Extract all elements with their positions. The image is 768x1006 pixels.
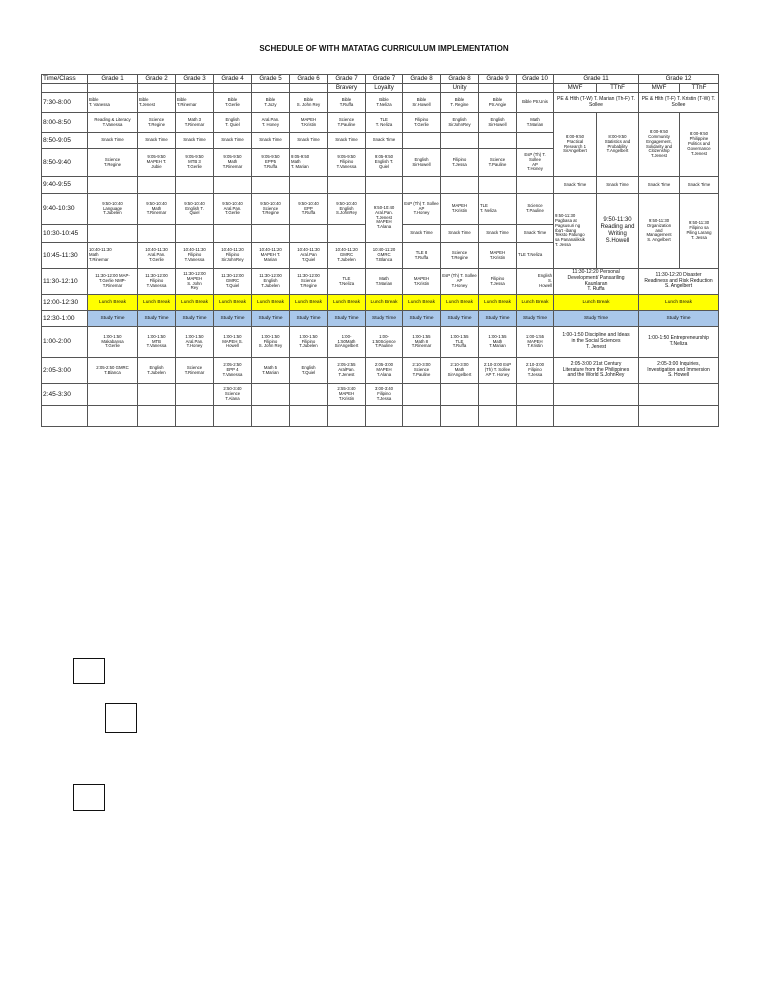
class-cell: 8:00-9:50 Philippine Politics and Governance T.Jenest [680,113,719,177]
lunch-cell: Lunch Break [138,295,176,311]
empty-cell [214,406,252,427]
empty-cell [88,406,138,427]
lunch-cell: Lunch Break [290,295,328,311]
schedule-row [42,384,719,406]
empty-cell [176,177,214,194]
lunch-cell: Lunch Break [176,295,214,311]
class-cell: PE & Hlth (T-F) T. Kristin (T-W) T. Sollee [639,93,719,113]
empty-cell [441,384,479,406]
schedule-row [42,358,719,384]
class-cell: 2:10-3:00 Filipino T.Jessa [517,358,554,384]
empty-cell [517,177,554,194]
lunch-cell: Lunch Break [517,295,554,311]
class-cell: 2:05-2:50 EPP 4 T.Vanessa [214,358,252,384]
class-cell: Snack Time [680,177,719,194]
section-name: Unity [441,84,479,93]
class-cell: 1:00-1:50 Makabansa T.Gerlie [88,327,138,358]
class-cell: Snack Time [290,133,328,149]
time-slot: 12:30-1:00 [42,311,88,327]
class-cell: Bible T.Ruffa [328,93,366,113]
class-cell: 9:05-9:50 Math T.Rinemar [214,149,252,177]
empty-cell [290,84,328,93]
empty-cell [554,384,639,406]
study-cell: Study Time [252,311,290,327]
class-cell: 1:00-1:55 TLE T.Ruffa [441,327,479,358]
lunch-row [42,295,719,311]
time-slot: 8:50-9:05 [42,133,88,149]
time-slot: 10:30-10:45 [42,225,88,243]
class-cell: 9:05-9:50 Math T. Marian [290,149,328,177]
empty-cell [214,84,252,93]
class-cell: 1:00-1:50 Aral.Pan. T.Honey [176,327,214,358]
empty-box [73,784,105,811]
grade-header: Grade 7 [328,75,366,84]
class-cell: Science T.Regine [441,243,479,269]
subheader-row [42,84,719,93]
class-cell: Snack Time [597,177,639,194]
empty-cell [290,384,328,406]
class-cell: 9:05-9:50 MAPEH T. Jubie [138,149,176,177]
class-cell: 9:50-10:40 EPP T.Ruffa [290,194,328,225]
class-cell: 8:00-9:50 Practical Research 1 SirAngelbert [554,113,597,177]
empty-cell [88,177,138,194]
class-cell: English SirHowell [479,113,517,133]
empty-cell [214,177,252,194]
class-cell: 10:40-11:30 Aral.Pan T.Quiel [290,243,328,269]
class-cell: Math 5 T.Marian [252,358,290,384]
class-cell: English T. Quiel [214,113,252,133]
class-cell: Snack Time [479,225,517,243]
time-slot: 8:50-9:40 [42,149,88,177]
class-cell: 2:05-3:00 MAPEH T.Alana [366,358,403,384]
empty-cell [479,384,517,406]
class-cell: 1:00-1:55 Math T.Marian [479,327,517,358]
class-cell: 9:50-10:40 English T. Quiel [176,194,214,225]
class-cell: 9:50-11:30 Filipino sa Piling Larang T. Jessa [680,194,719,269]
day-header: MWF [639,84,680,93]
study-cell: Study Time [366,311,403,327]
time-slot: 2:05-3:00 [42,358,88,384]
class-cell: Science T.Pauline [517,194,554,225]
class-cell: English SirHowell [403,149,441,177]
class-cell: MAPEH T.Kristin [479,243,517,269]
class-cell: 11:30-12:00 Filipino T.Vanessa [138,269,176,295]
study-cell: Study Time [328,311,366,327]
study-cell: Study Time [88,311,138,327]
class-cell: PE & Hlth (T-W) T. Marian (Th-F) T. Sollee [554,93,639,113]
class-cell: 2:55-3:40 MAPEH T.Kristin [328,384,366,406]
page-title: SCHEDULE OF WITH MATATAG CURRICULUM IMPLEMENTATION [259,44,509,53]
class-cell [366,194,403,243]
class-cell: 9:05-9:50 EPP5 T.Ruffa [252,149,290,177]
class-cell: 2:05-2:50 GMRC T.Blanca [88,358,138,384]
time-slot: 11:30-12:10 [42,269,88,295]
class-cell: Filipino T.Gerlie [403,113,441,133]
section-name: Loyalty [366,84,403,93]
class-cell: 11:30-12:20 Personal Development/ Pansariling Kaunlaran T. Ruffa [554,269,639,295]
empty-cell [403,177,441,194]
grade-header: Grade 5 [252,75,290,84]
empty-cell [290,406,328,427]
empty-cell [479,133,517,149]
grade-header: Grade 6 [290,75,328,84]
class-cell: Snack Time [554,177,597,194]
class-text: MAPEH T.Alana [376,219,392,230]
grade-header: Grade 4 [214,75,252,84]
class-cell: 1:00-1:50 MAPEH S. Howell [214,327,252,358]
empty-cell [138,384,176,406]
lunch-cell: Lunch Break [554,295,639,311]
class-cell: Bible T. Vanessa [88,93,138,113]
class-cell: Snack Time [403,225,441,243]
class-cell: Bible T.Jozy [252,93,290,113]
class-cell: Math T.Marian [517,113,554,133]
grade-header: Grade 12 [639,75,719,84]
class-cell: 2:10-3:00 Math SirAngelbert [441,358,479,384]
grade-header: Grade 2 [138,75,176,84]
class-cell: TLE 8 T.Ruffa [403,243,441,269]
class-cell: 9:50-10:40 English S.JohnRey [328,194,366,225]
empty-cell [328,177,366,194]
grade-header: Grade 8 [441,75,479,84]
lunch-cell: Lunch Break [328,295,366,311]
lunch-cell: Lunch Break [366,295,403,311]
grade-header: Grade 1 [88,75,138,84]
grade-header: Grade 7 [366,75,403,84]
time-slot: 9:40-10:30 [42,194,88,225]
empty-cell [214,225,252,243]
empty-cell [138,177,176,194]
study-cell: Study Time [441,311,479,327]
empty-cell [176,406,214,427]
study-cell: Study Time [290,311,328,327]
time-slot: 7:30-8:00 [42,93,88,113]
class-cell: 9:50-10:40 Language T.Jubelen [88,194,138,225]
day-header: TThF [680,84,719,93]
class-cell: 10:40-11:20 GMRC T.Jubelen [328,243,366,269]
study-cell: Study Time [479,311,517,327]
empty-cell [138,84,176,93]
lunch-cell: Lunch Break [639,295,719,311]
class-cell: TLE T. Neliza [479,194,517,225]
class-cell: Bible S. John Rey [290,93,328,113]
class-cell: English S. Howell [517,269,554,295]
empty-cell [517,133,554,149]
class-cell: 9:05-9:50 MTB 3 T.Gerlie [176,149,214,177]
class-cell: 3:00-3:40 Filipino T.Jessa [366,384,403,406]
empty-cell [252,406,290,427]
class-cell: EsP (Th) T. Sollee AP T.Honey [441,269,479,295]
class-cell: 1:00- 1:50Science T.Pauline [366,327,403,358]
lunch-cell: Lunch Break [88,295,138,311]
class-cell: 9:05-9:50 English T. Quiel [366,149,403,177]
schedule-table [41,74,719,427]
empty-cell [517,406,554,427]
class-cell: 9:50-10:40 Aral.Pan. T.Gerlie [214,194,252,225]
empty-cell [290,177,328,194]
class-cell: 10:40-11:20 MAPEH T. Marian [252,243,290,269]
class-cell: English T.Jubelen [138,358,176,384]
class-cell: Science T.Pauline [479,149,517,177]
study-cell: Study Time [554,311,639,327]
class-cell: Reading & Literacy T.Vanessa [88,113,138,133]
class-cell: 10:40-11:30 Filipino T.Vanessa [176,243,214,269]
class-cell: TLE T.Neliza [328,269,366,295]
empty-cell [88,225,138,243]
grade-header: Grade 11 [554,75,639,84]
class-cell: 9:05-9:50 Filipino T.Vanessa [328,149,366,177]
empty-cell [252,225,290,243]
class-cell: Filipino T.Jessa [441,149,479,177]
schedule-row [42,194,719,225]
class-cell: Bible Ptr.Angie [479,93,517,113]
empty-cell [366,406,403,427]
class-cell: Science T.Rinemar [176,358,214,384]
class-cell: TLE T. Neliza [366,113,403,133]
class-cell: MAPEH T.Kristin [403,269,441,295]
grade-header: Grade 3 [176,75,214,84]
class-cell: Bible Ptr.Unis [517,93,554,113]
class-cell: Bible T. Regine [441,93,479,113]
lunch-cell: Lunch Break [214,295,252,311]
class-cell: English SirJohnRey [441,113,479,133]
day-header: MWF [554,84,597,93]
empty-cell [42,406,88,427]
study-cell: Study Time [403,311,441,327]
class-cell: Snack Time [138,133,176,149]
class-cell: 1:00- 1:50Math SirAngelbert [328,327,366,358]
class-cell: 2:05-2:55 AralPan. T.Jenest [328,358,366,384]
class-cell: Filipino T.Jessa [479,269,517,295]
study-cell: Study Time [138,311,176,327]
class-cell: 2:50-3:40 Science T.Alana [214,384,252,406]
class-cell: Aral.Pan. T. Honey [252,113,290,133]
class-cell: 8:00-9:50 Statistics and Probability T.Angelbert [597,113,639,177]
time-slot: 12:00-12:30 [42,295,88,311]
class-cell: Snack Time [517,225,554,243]
class-cell: 11:30-12:20 Disaster Readiness and Risk Reduction S. Angelbert [639,269,719,295]
class-cell: Bible T.Neliza [366,93,403,113]
class-cell: 1:00-1:50 Entrepreneurship T.Neliza [639,327,719,358]
empty-cell [88,384,138,406]
class-cell: TLE T.Neliza [517,243,554,269]
schedule-row [42,269,719,295]
lunch-cell: Lunch Break [403,295,441,311]
class-cell: 10:40-11:30 Math T.Rinemar [88,243,138,269]
lunch-cell: Lunch Break [252,295,290,311]
class-cell: 1:00-1:55 Math 8 T.Rinemar [403,327,441,358]
empty-cell [88,84,138,93]
class-cell: 2:05-3:00 Inquiries, Investigation and Immersion S. Howell [639,358,719,384]
class-cell: 10:40-11:20 Filipino SirJohnRey [214,243,252,269]
lunch-cell: Lunch Break [441,295,479,311]
class-cell: 9:50-11:30 Reading and Writing S.Howell [597,194,639,269]
class-cell: 9:50-11:30 Pagbasa at Pagsusuri ng Iba't -ibang Teksto Patungo sa Pananaliksik T. Jessa [554,194,597,269]
class-cell: English T.Quiel [290,358,328,384]
empty-cell [554,406,639,427]
class-cell: 10:40-11:20 GMRC T.Blanca [366,243,403,269]
study-cell: Study Time [214,311,252,327]
schedule-row [42,93,719,113]
empty-cell [328,225,366,243]
empty-cell [517,384,554,406]
class-cell: EsP (Th) T. Sollee AP T.Honey [403,194,441,225]
empty-cell [252,177,290,194]
empty-box [105,703,137,733]
schedule-row [42,113,719,133]
class-cell: 11:30-12:00 MAP- T.Gerlie NMP- T.Rinemar [88,269,138,295]
time-slot: 9:40-9:55 [42,177,88,194]
schedule-row [42,177,719,194]
class-cell: Science T.Pauline [328,113,366,133]
class-cell: 8:00-9:50 Community Engagement, Solidarity and Citizenship T.Jenest [639,113,680,177]
empty-cell [479,84,517,93]
time-slot: 8:00-8:50 [42,113,88,133]
empty-cell [403,384,441,406]
empty-box [73,658,105,684]
time-slot: 10:45-11:30 [42,243,88,269]
empty-cell [252,384,290,406]
class-cell: Snack Time [88,133,138,149]
class-cell: 10:40-11:30 Aral.Pan. T.Gerlie [138,243,176,269]
class-cell: Bible T.Jenest [138,93,176,113]
empty-row [42,406,719,427]
class-cell: 9:50-10:40 Science T.Regine [252,194,290,225]
empty-cell [403,133,441,149]
empty-cell [479,177,517,194]
empty-cell [176,384,214,406]
empty-cell [138,406,176,427]
class-cell: 2:05-3:00 21st Century Literature from the Philippines and the World S.JohnRey [554,358,639,384]
class-cell: Snack Time [214,133,252,149]
class-cell: 11:30-12:00 English T.Jubelen [252,269,290,295]
time-slot: 1:00-2:00 [42,327,88,358]
class-cell: Snack Time [252,133,290,149]
study-row [42,311,719,327]
empty-cell [441,406,479,427]
class-cell: 11:30-12:00 GMRC T.Quiel [214,269,252,295]
empty-cell [366,177,403,194]
class-text: 9:50-10:40 Aral.Pan. T.Jenest [373,204,395,220]
section-name: Bravery [328,84,366,93]
class-cell: 1:00-1:50 Filipino S. John Rey [252,327,290,358]
empty-cell [639,406,719,427]
study-cell: Study Time [639,311,719,327]
empty-cell [403,84,441,93]
empty-cell [328,406,366,427]
study-cell: Study Time [517,311,554,327]
empty-cell [252,84,290,93]
grade-header: Grade 9 [479,75,517,84]
empty-cell [479,406,517,427]
empty-cell [176,225,214,243]
empty-cell [176,84,214,93]
class-cell: 11:30-12:00 Science T.Regine [290,269,328,295]
empty-cell [639,384,719,406]
study-cell: Study Time [176,311,214,327]
time-slot: 2:45-3:30 [42,384,88,406]
class-cell: MAPEH T.Kristin [441,194,479,225]
class-cell: 9:50-10:40 Math T.Rinemar [138,194,176,225]
class-cell: Bible T.Gerlie [214,93,252,113]
empty-cell [441,177,479,194]
class-cell: 9:50-11:30 Organization and Management S. Angelbert [639,194,680,269]
class-cell: 1:00-1:50 Discipline and Ideas in the Social Sciences T. Jenest [554,327,639,358]
class-cell: Snack Time [366,133,403,149]
grade-header: Grade 8 [403,75,441,84]
empty-cell [42,84,88,93]
empty-cell [138,225,176,243]
class-cell: Science T.Regine [88,149,138,177]
empty-cell [290,225,328,243]
grade-header: Grade 10 [517,75,554,84]
class-cell: Math T.Marian [366,269,403,295]
class-cell: Bible Sr.Howell [403,93,441,113]
empty-cell [403,406,441,427]
header-row [42,75,719,84]
class-cell: Snack Time [176,133,214,149]
class-cell: 2:10-3:00 Science T.Pauline [403,358,441,384]
class-cell: Snack Time [328,133,366,149]
class-cell: MAPEH T.Kristin [290,113,328,133]
class-cell: Snack Time [639,177,680,194]
lunch-cell: Lunch Break [479,295,517,311]
class-cell: 1:00-1:55 MAPEH T.Kristin [517,327,554,358]
class-cell: 2:10-3:00 EsP (Th) T. Sollee AP T. Honey [479,358,517,384]
empty-cell [441,133,479,149]
class-cell: EsP (Th) T. Sollee AP T.Honey [517,149,554,177]
class-cell: Science T.Regine [138,113,176,133]
class-cell: Snack Time [441,225,479,243]
class-cell: Math 3 T.Rinemar [176,113,214,133]
schedule-row [42,327,719,358]
empty-cell [517,84,554,93]
class-cell: 1:00-1:50 MTB T.Vanessa [138,327,176,358]
class-cell: 11:30-12:00 MAPEH S. John Rey [176,269,214,295]
class-cell: Bible T.Rinemar [176,93,214,113]
day-header: TThF [597,84,639,93]
class-cell: 1:00-1:50 Filipino T.Jubelen [290,327,328,358]
time-class-header: Time/Class [42,75,88,84]
